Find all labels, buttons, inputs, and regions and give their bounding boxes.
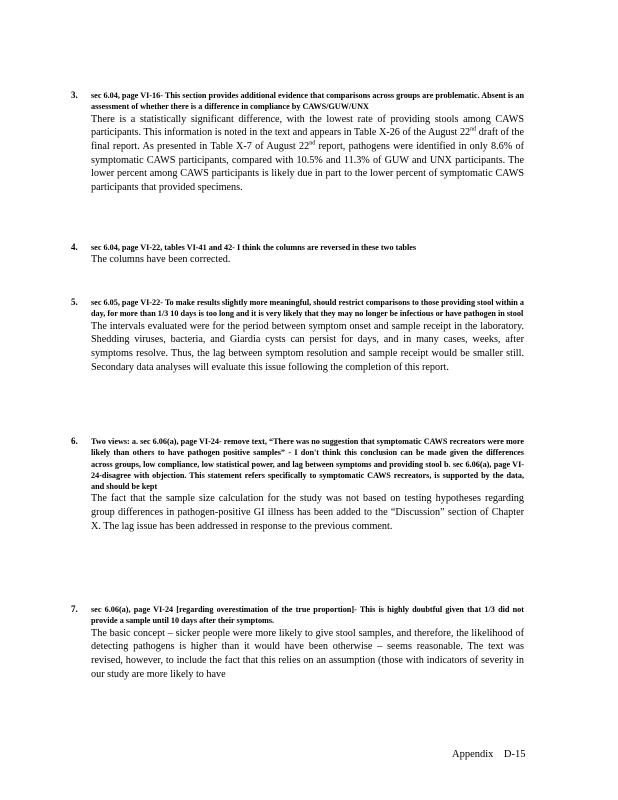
- item-number: 7.: [71, 604, 78, 614]
- reviewer-comment: sec 6.04, page VI-16- This section provides additional evidence that comparisons across groups are problematic. Absent is an assessment of whether there is a difference in compliance by CAWS/GUW/UNX: [91, 91, 524, 112]
- comment-item-5: [71, 297, 524, 374]
- response-text: There is a statistically significant difference, with the lowest rate of providing stools among CAWS participants. This information is noted in the text and appears in Table X-26 of the August 22nd draft of the final report. As presented in Table X-7 of August 22nd report, pathogens were identified in only 8.6% of symptomatic CAWS participants, compared with 10.5% and 11.3% of GUW and UNX participants. The lower percent among CAWS participants is likely due in part to the lower percent of symptomatic CAWS participants that provided specimens.: [91, 113, 524, 194]
- page-footer: [452, 749, 526, 760]
- item-number: 4.: [71, 242, 78, 252]
- response-text: The fact that the sample size calculation for the study was not based on testing hypotheses regarding group differences in pathogen-positive GI illness has been added to the “Discussion” section of Chapter X. The lag issue has been addressed in response to the previous comment.: [91, 493, 524, 532]
- response-text: The basic concept – sicker people were more likely to give stool samples, and therefore, the likelihood of detecting pathogens is higher than it would have been otherwise – seems reasonable. The text was revised, however, to include the fact that this relies on an assumption (those with indicators of severity in our study are more likely to have: [91, 627, 524, 680]
- reviewer-comment: sec 6.06(a), page VI-24 [regarding overestimation of the true proportion]- This is highly doubtful given that 1/3 did not provide a sample until 10 days after their symptoms.: [91, 605, 524, 626]
- item-number: 3.: [71, 90, 78, 100]
- reviewer-comment: sec 6.04, page VI-22, tables VI-41 and 42- I think the columns are reversed in these two tables: [91, 243, 417, 252]
- reviewer-comment: Two views: a. sec 6.06(a), page VI-24- remove text, “There was no suggestion that symptomatic CAWS recreators were more likely than others to have pathogen positive samples” - I don't think this conclusion can be made given the differences across groups, low compliance, low statistical power, and lag between symptoms and providing stool b. sec 6.06(a), page VI-24-disagree with objection. This statement refers specifically to symptomatic CAWS recreators, is supported by the data, and should be kept: [91, 437, 524, 492]
- comment-item-3: [71, 90, 524, 195]
- footer-label: Appendix: [452, 749, 494, 760]
- item-number: 6.: [71, 436, 78, 446]
- comment-item-7: [71, 604, 524, 681]
- comment-item-6: [71, 436, 524, 534]
- page-number: D-15: [503, 749, 526, 760]
- item-number: 5.: [71, 297, 78, 307]
- response-text: The columns have been corrected.: [91, 254, 231, 266]
- reviewer-comment: sec 6.05, page VI-22- To make results slightly more meaningful, should restrict comparisons to those providing stool within a day, for more than 1/3 10 days is too long and it is very likely that they may no longer be infectious or have pathogen in stool: [91, 298, 524, 319]
- response-text: The intervals evaluated were for the period between symptom onset and sample receipt in the laboratory. Shedding viruses, bacteria, and Giardia cysts can persist for days, and in many cases, weeks, after symptoms resolve. Thus, the lag between symptom resolution and sample receipt would be smaller still. Secondary data analyses will evaluate this issue following the completion of this report.: [91, 320, 524, 373]
- comment-item-4: [71, 242, 524, 267]
